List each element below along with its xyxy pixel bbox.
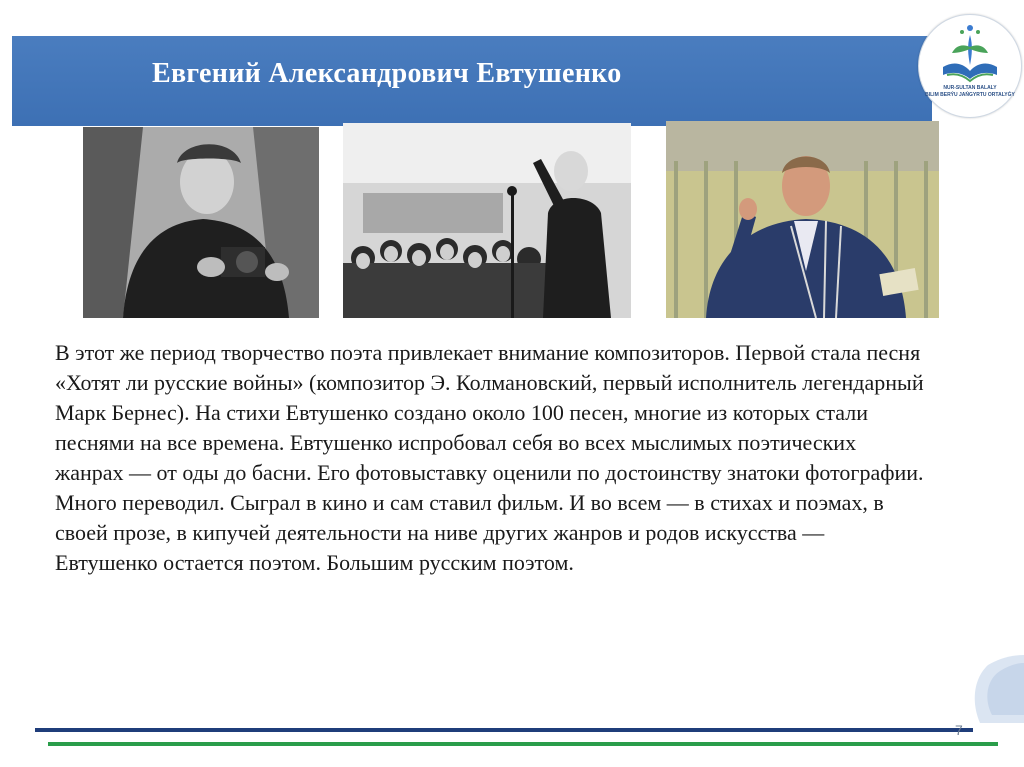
photo-poet-with-camera bbox=[83, 127, 319, 318]
body-paragraph: В этот же период творчество поэта привлекает внимание композиторов. Первой стала песня «Хотят ли русские войны» (композитор Э. Колмановский, первый исполнитель легендарный Марк Бернес). На стихи Евтушенко создано около 100 песен, многие из которых стали песнями на все времена. Евтушенко испробовал себя во всех мыслимых поэтических жанрах — от оды до басни. Его фотовыставку оценили по достоинству знатоки фотографии. Много переводил. Сыграл в кино и сам ставил фильм. И во всем — в стихах и поэмах, в своей прозе, в кипучей деятельности на ниве других жанров и родов искусства — Евтушенко остается поэтом. Большим русским поэтом. bbox=[55, 340, 924, 575]
organization-logo bbox=[918, 14, 1022, 118]
logo-text-line1: NUR-SULTAN BALALY bbox=[943, 85, 997, 91]
page-number: 7 bbox=[955, 722, 963, 738]
footer-line-blue bbox=[35, 728, 973, 732]
book-leaves-icon bbox=[919, 15, 1021, 117]
logo-text-line2: BILIM BERÝU JAŃGYRTU ORTALYǴY bbox=[925, 92, 1015, 98]
footer-line-green bbox=[48, 742, 998, 746]
corner-decoration-icon bbox=[962, 655, 1024, 723]
photo-poet-reading-to-crowd bbox=[343, 123, 631, 318]
slide-title: Евгений Александрович Евтушенко bbox=[152, 58, 622, 89]
photo-poet-at-microphones bbox=[666, 121, 939, 318]
